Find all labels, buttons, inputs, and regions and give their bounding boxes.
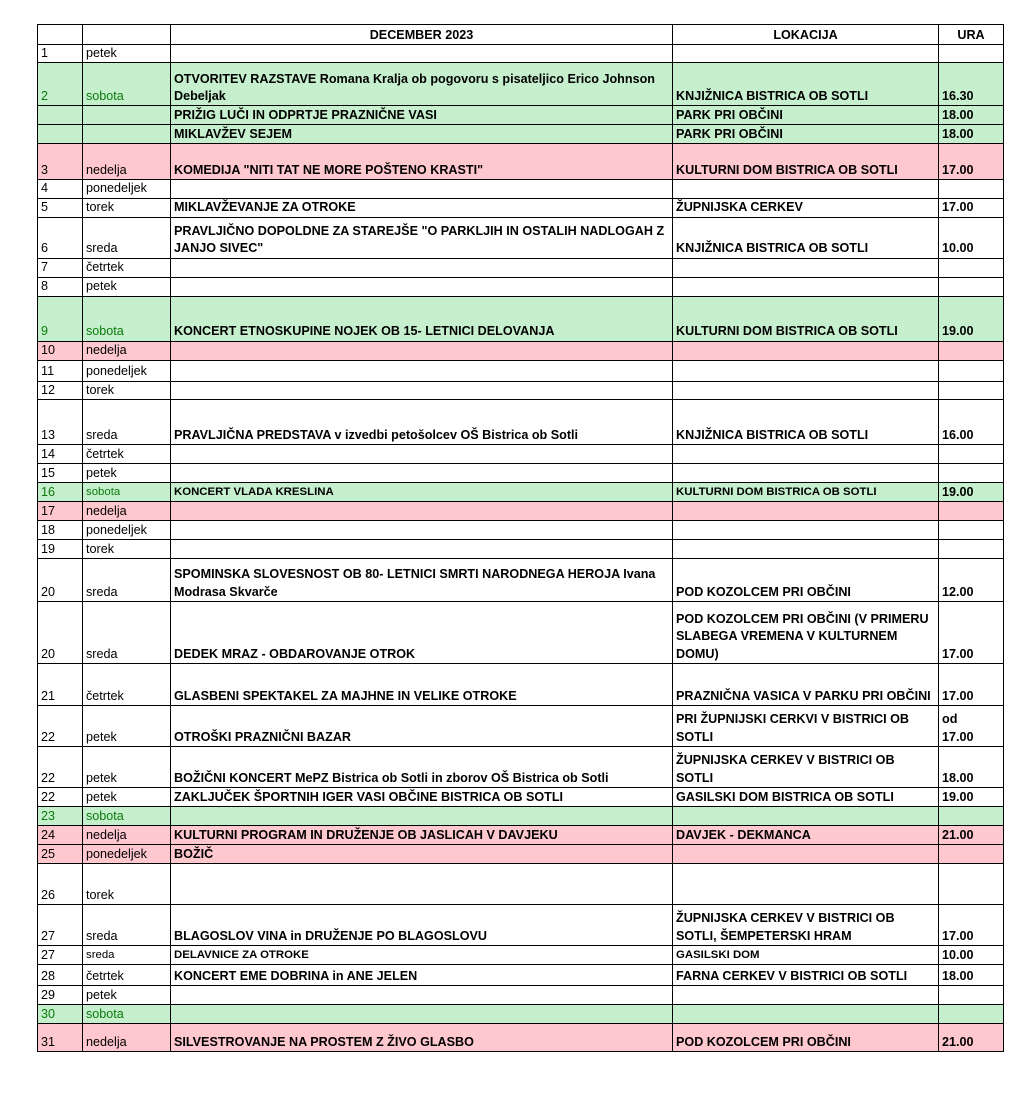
header-event: DECEMBER 2023 — [171, 25, 673, 45]
table-row — [38, 483, 1004, 502]
event-cell — [171, 258, 673, 277]
table-row — [38, 845, 1004, 864]
location-cell — [673, 864, 939, 905]
table-row — [38, 946, 1004, 965]
day-cell: 7 — [38, 258, 83, 277]
header-day — [38, 25, 83, 45]
location-cell — [673, 502, 939, 521]
location-cell: GASILSKI DOM — [673, 946, 939, 965]
location-cell: KNJIŽNICA BISTRICA OB SOTLI — [673, 217, 939, 258]
weekday-cell: četrtek — [83, 965, 171, 986]
day-cell: 8 — [38, 277, 83, 296]
day-cell: 15 — [38, 464, 83, 483]
event-cell: KONCERT VLADA KRESLINA — [171, 483, 673, 502]
event-cell: BOŽIČNI KONCERT MePZ Bistrica ob Sotli in zborov OŠ Bistrica ob Sotli — [171, 747, 673, 788]
event-cell: PRIŽIG LUČI IN ODPRTJE PRAZNIČNE VASI — [171, 106, 673, 125]
location-cell — [673, 180, 939, 198]
day-cell: 6 — [38, 217, 83, 258]
weekday-cell: torek — [83, 864, 171, 905]
location-cell: PRI ŽUPNIJSKI CERKVI V BISTRICI OB SOTLI — [673, 706, 939, 747]
weekday-cell: sreda — [83, 559, 171, 602]
table-row — [38, 602, 1004, 664]
time-cell: 17.00 — [939, 664, 1004, 706]
weekday-cell: sreda — [83, 602, 171, 664]
event-cell: DELAVNICE ZA OTROKE — [171, 946, 673, 965]
table-row — [38, 706, 1004, 747]
day-cell: 22 — [38, 747, 83, 788]
weekday-cell: sobota — [83, 296, 171, 341]
time-cell — [939, 864, 1004, 905]
event-cell: SILVESTROVANJE NA PROSTEM Z ŽIVO GLASBO — [171, 1024, 673, 1052]
table-row — [38, 381, 1004, 399]
event-cell: PRAVLJIČNA PREDSTAVA v izvedbi petošolcev OŠ Bistrica ob Sotli — [171, 400, 673, 445]
table-row — [38, 400, 1004, 445]
time-cell: 21.00 — [939, 826, 1004, 845]
table-row — [38, 296, 1004, 341]
weekday-cell: ponedeljek — [83, 845, 171, 864]
table-row — [38, 360, 1004, 381]
location-cell: DAVJEK - DEKMANCA — [673, 826, 939, 845]
event-cell — [171, 45, 673, 63]
table-row — [38, 277, 1004, 296]
weekday-cell: sreda — [83, 946, 171, 965]
time-cell: 10.00 — [939, 217, 1004, 258]
time-cell: 18.00 — [939, 747, 1004, 788]
event-cell: KONCERT EME DOBRINA in ANE JELEN — [171, 965, 673, 986]
event-cell: KULTURNI PROGRAM IN DRUŽENJE OB JASLICAH V DAVJEKU — [171, 826, 673, 845]
weekday-cell: sreda — [83, 905, 171, 946]
weekday-cell: četrtek — [83, 258, 171, 277]
weekday-cell: nedelja — [83, 826, 171, 845]
day-cell: 12 — [38, 381, 83, 399]
weekday-cell: petek — [83, 45, 171, 63]
table-row — [38, 217, 1004, 258]
weekday-cell: četrtek — [83, 445, 171, 464]
location-cell — [673, 277, 939, 296]
table-row — [38, 106, 1004, 125]
event-cell — [171, 341, 673, 360]
location-cell — [673, 1005, 939, 1024]
day-cell: 27 — [38, 905, 83, 946]
table-row — [38, 180, 1004, 198]
time-cell: 16.30 — [939, 63, 1004, 106]
weekday-cell: ponedeljek — [83, 360, 171, 381]
location-cell: PARK PRI OBČINI — [673, 106, 939, 125]
day-cell: 10 — [38, 341, 83, 360]
time-cell: 17.00 — [939, 602, 1004, 664]
time-cell — [939, 464, 1004, 483]
day-cell: 9 — [38, 296, 83, 341]
location-cell: POD KOZOLCEM PRI OBČINI — [673, 559, 939, 602]
day-cell: 13 — [38, 400, 83, 445]
location-cell — [673, 381, 939, 399]
day-cell: 22 — [38, 706, 83, 747]
event-cell: KOMEDIJA "NITI TAT NE MORE POŠTENO KRASTI" — [171, 144, 673, 180]
weekday-cell: nedelja — [83, 502, 171, 521]
event-cell: ZAKLJUČEK ŠPORTNIH IGER VASI OBČINE BISTRICA OB SOTLI — [171, 788, 673, 807]
location-cell: KULTURNI DOM BISTRICA OB SOTLI — [673, 483, 939, 502]
event-cell — [171, 445, 673, 464]
header-weekday — [83, 25, 171, 45]
time-cell — [939, 540, 1004, 559]
day-cell: 3 — [38, 144, 83, 180]
table-row — [38, 747, 1004, 788]
weekday-cell: nedelja — [83, 144, 171, 180]
day-cell: 14 — [38, 445, 83, 464]
weekday-cell: petek — [83, 277, 171, 296]
table-row — [38, 521, 1004, 540]
table-row — [38, 445, 1004, 464]
time-cell: 17.00 — [939, 144, 1004, 180]
event-cell — [171, 521, 673, 540]
header-row — [38, 25, 1004, 45]
event-cell — [171, 807, 673, 826]
weekday-cell: torek — [83, 198, 171, 217]
table-row — [38, 198, 1004, 217]
location-cell — [673, 521, 939, 540]
time-cell: 18.00 — [939, 965, 1004, 986]
event-cell: OTROŠKI PRAZNIČNI BAZAR — [171, 706, 673, 747]
weekday-cell: četrtek — [83, 664, 171, 706]
event-cell — [171, 464, 673, 483]
event-cell: OTVORITEV RAZSTAVE Romana Kralja ob pogovoru s pisateljico Erico Johnson Debeljak — [171, 63, 673, 106]
time-cell — [939, 381, 1004, 399]
time-cell: 17.00 — [939, 905, 1004, 946]
day-cell: 21 — [38, 664, 83, 706]
time-cell — [939, 445, 1004, 464]
location-cell — [673, 807, 939, 826]
time-cell — [939, 258, 1004, 277]
day-cell: 5 — [38, 198, 83, 217]
time-cell: od 17.00 — [939, 706, 1004, 747]
day-cell: 30 — [38, 1005, 83, 1024]
location-cell: KULTURNI DOM BISTRICA OB SOTLI — [673, 144, 939, 180]
table-row — [38, 559, 1004, 602]
day-cell: 29 — [38, 986, 83, 1005]
weekday-cell: petek — [83, 986, 171, 1005]
header-location: LOKACIJA — [673, 25, 939, 45]
location-cell — [673, 845, 939, 864]
location-cell — [673, 341, 939, 360]
table-row — [38, 788, 1004, 807]
time-cell: 19.00 — [939, 788, 1004, 807]
time-cell — [939, 277, 1004, 296]
event-cell — [171, 180, 673, 198]
weekday-cell: ponedeljek — [83, 521, 171, 540]
weekday-cell — [83, 106, 171, 125]
time-cell — [939, 986, 1004, 1005]
weekday-cell: sreda — [83, 217, 171, 258]
time-cell — [939, 845, 1004, 864]
table-row — [38, 540, 1004, 559]
location-cell: FARNA CERKEV V BISTRICI OB SOTLI — [673, 965, 939, 986]
time-cell: 12.00 — [939, 559, 1004, 602]
weekday-cell: nedelja — [83, 1024, 171, 1052]
table-row — [38, 341, 1004, 360]
day-cell: 24 — [38, 826, 83, 845]
location-cell — [673, 45, 939, 63]
day-cell: 28 — [38, 965, 83, 986]
event-cell: DEDEK MRAZ - OBDAROVANJE OTROK — [171, 602, 673, 664]
table-row — [38, 63, 1004, 106]
day-cell: 25 — [38, 845, 83, 864]
table-row — [38, 502, 1004, 521]
weekday-cell: sobota — [83, 63, 171, 106]
event-cell — [171, 502, 673, 521]
day-cell: 16 — [38, 483, 83, 502]
location-cell — [673, 360, 939, 381]
time-cell: 19.00 — [939, 296, 1004, 341]
location-cell — [673, 540, 939, 559]
location-cell — [673, 986, 939, 1005]
weekday-cell: sreda — [83, 400, 171, 445]
day-cell: 18 — [38, 521, 83, 540]
location-cell — [673, 464, 939, 483]
time-cell — [939, 807, 1004, 826]
location-cell: PRAZNIČNA VASICA V PARKU PRI OBČINI — [673, 664, 939, 706]
table-row — [38, 1024, 1004, 1052]
day-cell: 20 — [38, 559, 83, 602]
location-cell: PARK PRI OBČINI — [673, 125, 939, 144]
event-schedule-table — [37, 24, 1004, 1052]
table-row — [38, 1005, 1004, 1024]
day-cell: 19 — [38, 540, 83, 559]
day-cell: 4 — [38, 180, 83, 198]
location-cell: POD KOZOLCEM PRI OBČINI — [673, 1024, 939, 1052]
time-cell — [939, 521, 1004, 540]
time-cell — [939, 502, 1004, 521]
day-cell: 22 — [38, 788, 83, 807]
weekday-cell — [83, 125, 171, 144]
weekday-cell: sobota — [83, 483, 171, 502]
time-cell: 19.00 — [939, 483, 1004, 502]
time-cell: 18.00 — [939, 106, 1004, 125]
table-row — [38, 45, 1004, 63]
time-cell: 21.00 — [939, 1024, 1004, 1052]
table-row — [38, 144, 1004, 180]
weekday-cell: petek — [83, 747, 171, 788]
table-row — [38, 258, 1004, 277]
location-cell: POD KOZOLCEM PRI OBČINI (V PRIMERU SLABEGA VREMENA V KULTURNEM DOMU) — [673, 602, 939, 664]
weekday-cell: torek — [83, 540, 171, 559]
day-cell — [38, 106, 83, 125]
day-cell: 17 — [38, 502, 83, 521]
day-cell: 20 — [38, 602, 83, 664]
location-cell: GASILSKI DOM BISTRICA OB SOTLI — [673, 788, 939, 807]
schedule-rows — [38, 45, 1004, 1052]
day-cell: 1 — [38, 45, 83, 63]
table-row — [38, 864, 1004, 905]
table-row — [38, 826, 1004, 845]
table-row — [38, 965, 1004, 986]
location-cell: ŽUPNIJSKA CERKEV V BISTRICI OB SOTLI, ŠEMPETERSKI HRAM — [673, 905, 939, 946]
table-row — [38, 807, 1004, 826]
event-cell: BOŽIČ — [171, 845, 673, 864]
day-cell: 26 — [38, 864, 83, 905]
location-cell — [673, 445, 939, 464]
time-cell — [939, 341, 1004, 360]
day-cell: 2 — [38, 63, 83, 106]
event-cell: MIKLAVŽEV SEJEM — [171, 125, 673, 144]
header-time: URA — [939, 25, 1004, 45]
day-cell: 11 — [38, 360, 83, 381]
time-cell — [939, 180, 1004, 198]
weekday-cell: petek — [83, 706, 171, 747]
location-cell: KNJIŽNICA BISTRICA OB SOTLI — [673, 63, 939, 106]
event-cell: KONCERT ETNOSKUPINE NOJEK OB 15- LETNICI DELOVANJA — [171, 296, 673, 341]
weekday-cell: torek — [83, 381, 171, 399]
event-cell: PRAVLJIČNO DOPOLDNE ZA STAREJŠE "O PARKLJIH IN OSTALIH NADLOGAH Z JANJO SIVEC" — [171, 217, 673, 258]
table-row — [38, 664, 1004, 706]
event-cell — [171, 1005, 673, 1024]
event-cell — [171, 381, 673, 399]
time-cell — [939, 45, 1004, 63]
event-cell — [171, 864, 673, 905]
event-cell: SPOMINSKA SLOVESNOST OB 80- LETNICI SMRTI NARODNEGA HEROJA Ivana Modrasa Skvarče — [171, 559, 673, 602]
day-cell: 23 — [38, 807, 83, 826]
event-cell — [171, 360, 673, 381]
table-row — [38, 986, 1004, 1005]
event-cell: BLAGOSLOV VINA in DRUŽENJE PO BLAGOSLOVU — [171, 905, 673, 946]
location-cell: KNJIŽNICA BISTRICA OB SOTLI — [673, 400, 939, 445]
table-row — [38, 905, 1004, 946]
time-cell: 18.00 — [939, 125, 1004, 144]
event-cell: MIKLAVŽEVANJE ZA OTROKE — [171, 198, 673, 217]
weekday-cell: sobota — [83, 807, 171, 826]
table-row — [38, 464, 1004, 483]
location-cell: ŽUPNIJSKA CERKEV — [673, 198, 939, 217]
time-cell — [939, 1005, 1004, 1024]
table-row — [38, 125, 1004, 144]
event-cell: GLASBENI SPEKTAKEL ZA MAJHNE IN VELIKE OTROKE — [171, 664, 673, 706]
day-cell: 27 — [38, 946, 83, 965]
weekday-cell: sobota — [83, 1005, 171, 1024]
day-cell — [38, 125, 83, 144]
event-cell — [171, 540, 673, 559]
time-cell — [939, 360, 1004, 381]
location-cell: KULTURNI DOM BISTRICA OB SOTLI — [673, 296, 939, 341]
weekday-cell: ponedeljek — [83, 180, 171, 198]
time-cell: 17.00 — [939, 198, 1004, 217]
event-cell — [171, 986, 673, 1005]
time-cell: 16.00 — [939, 400, 1004, 445]
time-cell: 10.00 — [939, 946, 1004, 965]
weekday-cell: nedelja — [83, 341, 171, 360]
day-cell: 31 — [38, 1024, 83, 1052]
location-cell — [673, 258, 939, 277]
weekday-cell: petek — [83, 464, 171, 483]
weekday-cell: petek — [83, 788, 171, 807]
location-cell: ŽUPNIJSKA CERKEV V BISTRICI OB SOTLI — [673, 747, 939, 788]
event-cell — [171, 277, 673, 296]
